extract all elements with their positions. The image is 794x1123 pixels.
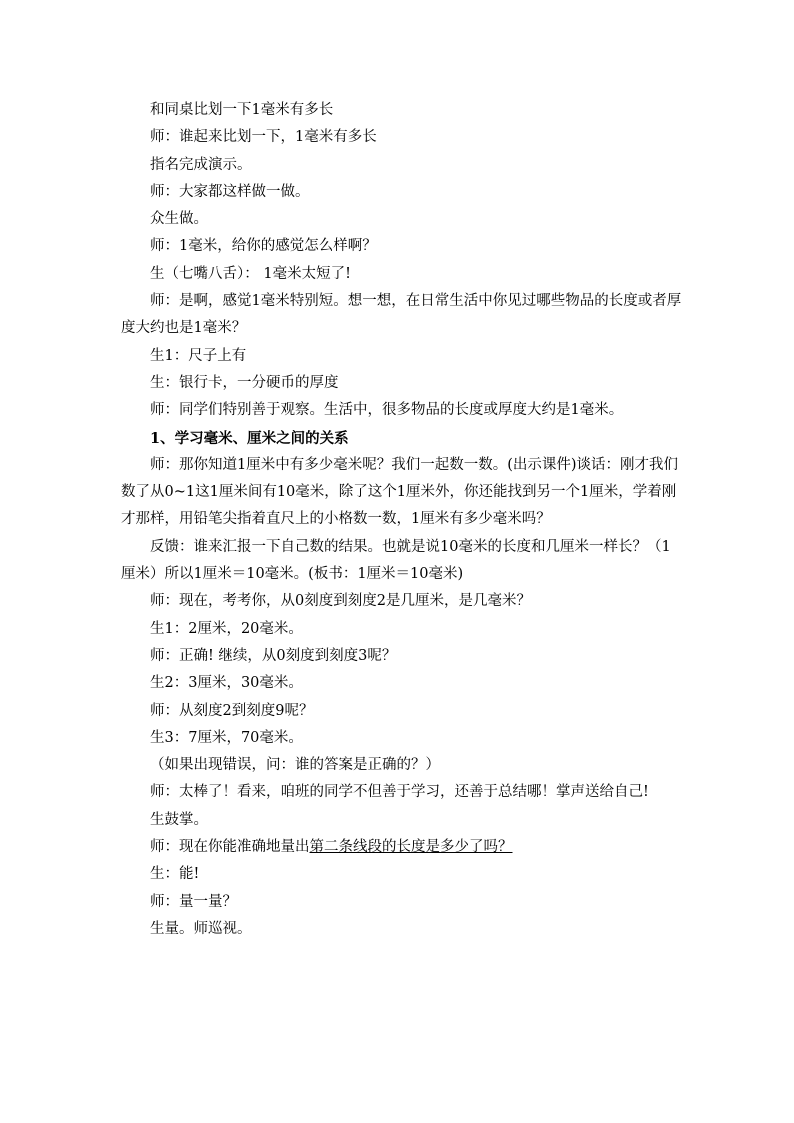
paragraph: 众生做。 [150,211,208,228]
measure-question-prefix: 师：现在你能准确地量出 [150,839,310,856]
paragraph: 生1：尺子上有 [150,347,247,364]
measure-question-paragraph [121,834,684,861]
paragraph: 师：同学们特别善于观察。生活中，很多物品的长度或厚度大约是1毫米。 [150,402,624,419]
section-heading: 1、学习毫米、厘米之间的关系 [150,429,349,447]
paragraph: 和同桌比划一下1毫米有多长 [150,102,334,118]
paragraph: 师：大家都这样做一做。 [150,183,310,200]
paragraph: 生2：3厘米，30毫米。 [150,675,303,692]
paragraph: 师：谁起来比划一下，1毫米有多长 [150,129,377,146]
paragraph: 师：从刻度2到刻度9呢？ [150,702,314,719]
paragraph: 生3：7厘米，70毫米。 [150,729,303,746]
paragraph: 师：太棒了！看来，咱班的同学不但善于学习，还善于总结哪！掌声送给自己! [150,784,649,801]
paragraph: 师：量一量？ [150,893,237,910]
paragraph: 反馈：谁来汇报一下自己数的结果。也就是说10毫米的长度和几厘米一样长？（1厘米）所以1厘米＝10毫米。(板书：1厘米＝10毫米) [121,538,671,583]
paragraph: （如果出现错误，问：谁的答案是正确的？） [150,757,440,774]
document-body [121,97,684,943]
paragraph: 生（七嘴八舌）： 1毫米太短了! [150,265,351,282]
paragraph: 师：1毫米，给你的感觉怎么样啊？ [150,238,377,255]
paragraph: 指名完成演示。 [150,156,252,173]
paragraph: 生1：2厘米，20毫米。 [150,620,303,637]
paragraph: 生鼓掌。 [150,811,208,828]
paragraph: 生：能! [150,866,200,883]
paragraph: 师：是啊，感觉1毫米特别短。想一想，在日常生活中你见过哪些物品的长度或者厚度大约也是1毫米？ [121,293,682,337]
paragraph: 师：那你知道1厘米中有多少毫米呢？我们一起数一数。(出示课件)谈话：刚才我们数了从0~1这1厘米间有10毫米，除了这个1厘米外，你还能找到另一个1厘米，学着刚才那样，用铅笔尖指着直尺上的小格数一数，1厘米有多少毫米吗？ [121,456,679,528]
paragraph: 生量。师巡视。 [150,920,252,937]
measure-question-underlined: 第二条线段的长度是多少了吗？ [309,839,513,856]
paragraph: 师：现在，考考你，从0刻度到刻度2是几厘米，是几毫米？ [150,593,531,610]
paragraph: 师：正确! 继续，从0刻度到刻度3呢？ [150,647,397,664]
paragraph: 生：银行卡，一分硬币的厚度 [150,374,339,391]
